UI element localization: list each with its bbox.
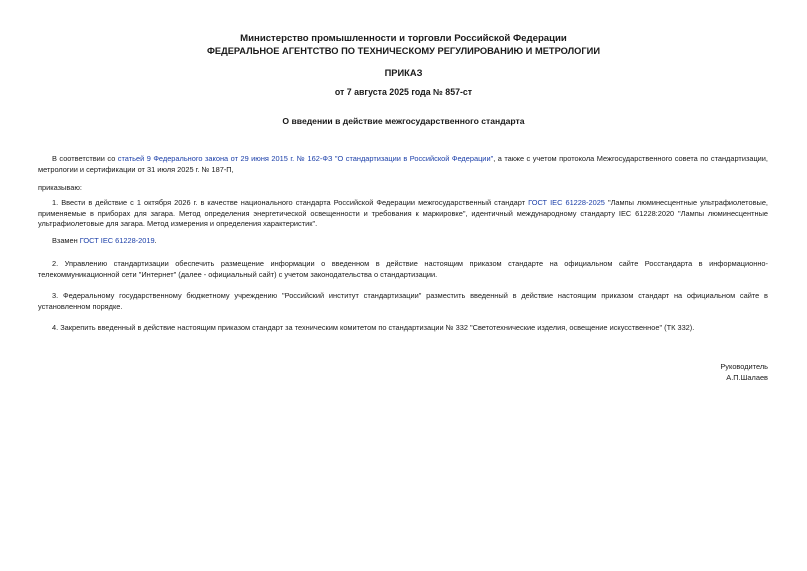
paragraph-basis-prefix: В соответствии со	[52, 154, 118, 163]
signatory-position: Руководитель	[720, 362, 768, 371]
paragraph-item-1	[38, 198, 768, 230]
signatory-name: А.П.Шалаев	[726, 373, 768, 382]
document-date-number: от 7 августа 2025 года № 857-ст	[334, 87, 473, 97]
replaces-suffix: .	[154, 236, 157, 245]
item-1-prefix: 1. Ввести в действие с 1 октября 2026 г. в качестве национального стандарта Российской Федерации межгосударственный стандарт	[52, 198, 529, 207]
paragraph-order: приказываю:	[38, 183, 82, 192]
document-kind: ПРИКАЗ	[384, 68, 423, 78]
paragraph-item-4: 4. Закрепить введенный в действие настоящим приказом стандарт за техническим комитетом по стандартизации № 332 "Светотехнические изделия, освещение искусственное" (ТК 332).	[52, 323, 695, 332]
paragraph-item-2: 2. Управлению стандартизации обеспечить размещение информации о введенном в действие настоящим приказом стандарте на официальном сайте Росстандарта в информационно-телекоммуникационной сети "Интернет" (далее - официальный сайт) с учетом законодательства о стандартизации.	[38, 259, 768, 279]
standard-2025-link[interactable]: ГОСТ IEC 61228-2025	[528, 198, 605, 207]
paragraph-replaces	[38, 236, 768, 247]
standard-2019-link[interactable]: ГОСТ IEC 61228-2019	[79, 236, 155, 245]
document-title: О введении в действие межгосударственного стандарта	[282, 116, 525, 126]
paragraph-item-3: 3. Федеральному государственному бюджетному учреждению "Российский институт стандартизации" разместить введенный в действие настоящим приказом стандарт на официальном сайте в установленном порядке.	[38, 291, 768, 311]
federal-law-link[interactable]: статьей 9 Федерального закона от 29 июня 2015 г. № 162-ФЗ "О стандартизации в Российской Федерации"	[117, 154, 494, 163]
agency-name: ФЕДЕРАЛЬНОЕ АГЕНТСТВО ПО ТЕХНИЧЕСКОМУ РЕГУЛИРОВАНИЮ И МЕТРОЛОГИИ	[206, 46, 601, 56]
paragraph-basis-suffix: , а также с учетом протокола Межгосударственного совета по стандартизации, метрологии и сертификации от 31 июля 2025 г. № 187-П,	[38, 154, 768, 174]
item-1-suffix: "Лампы люминесцентные ультрафиолетовые, применяемые в приборах для загара. Метод определения энергетической освещенности и требования к маркировке", идентичный международному стандарту IEC 61228:2020 "Лампы люминесцентные ультрафиолетовые для загара. Метод измерения и определения характеристик".	[38, 198, 768, 229]
ministry-name: Министерство промышленности и торговли Российской Федерации	[240, 33, 567, 44]
paragraph-basis	[38, 154, 768, 175]
replaces-prefix: Взамен	[52, 236, 80, 245]
